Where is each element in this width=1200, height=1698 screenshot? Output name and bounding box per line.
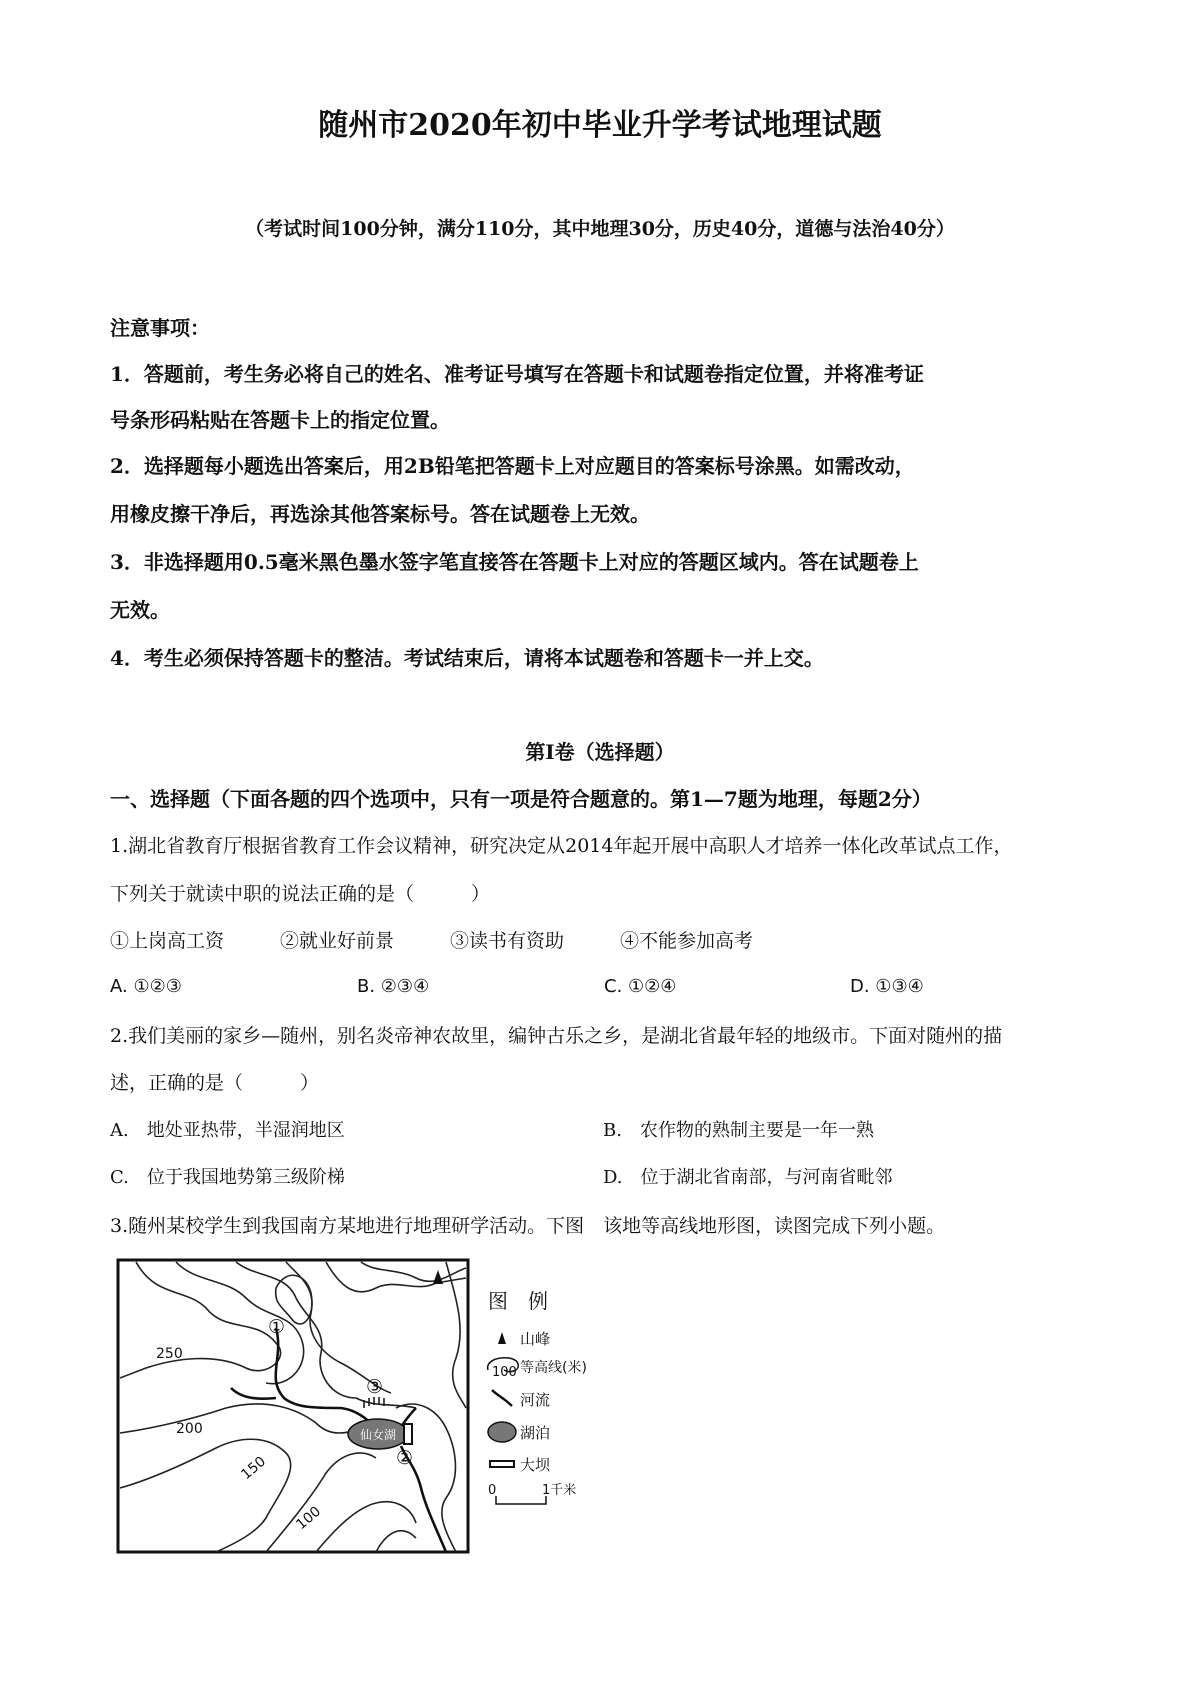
map-frame [118,1260,468,1552]
question-3-line-1: 3.随州某校学生到我国南方某地进行地理研学活动。下图 该地等高线地形图，读图完成下列小题。 [110,1215,946,1237]
question-1-statement: ③读书有资助 [450,930,565,952]
exam-subtitle: （考试时间100分钟，满分110分，其中地理30分，历史40分，道德与法治40分） [245,218,955,240]
legend-contour-label: 等高线(米) [520,1360,586,1376]
question-2-option-c: C. 位于我国地势第三级阶梯 [110,1167,345,1188]
question-2-option-b: B. 农作物的熟制主要是一年一熟 [603,1120,874,1141]
legend-contour-sample: 100 [492,1365,517,1380]
legend-dam-label: 大坝 [520,1456,551,1474]
contour-label: 250 [156,1346,183,1362]
lake-name: 仙女湖 [359,1428,397,1442]
exam-title: 随州市2020年初中毕业升学考试地理试题 [318,108,882,143]
map-legend [488,1289,586,1504]
marker-2: ② [396,1447,414,1469]
volume-heading: 第Ⅰ卷（选择题） [525,740,675,764]
question-1-statement: ②就业好前景 [280,930,395,952]
legend-scale-bar [496,1496,546,1504]
legend-peak-label: 山峰 [520,1330,551,1348]
notice-item-1-line-1: 1．答题前，考生务必将自己的姓名、准考证号填写在答题卡和试题卷指定位置，并将准考证 [110,362,924,386]
contour-label: 200 [176,1421,203,1437]
question-2-line-2: 述，正确的是（ ） [110,1072,320,1094]
legend-scale-label: 1千米 [542,1483,577,1498]
notice-item-2-line-2: 用橡皮擦干净后，再选涂其他答案标号。答在试题卷上无效。 [110,502,650,526]
question-1-line-2: 下列关于就读中职的说法正确的是（ ） [110,883,491,905]
contour-map [116,1258,586,1560]
notice-item-3-line-2: 无效。 [110,598,170,622]
legend-lake-label: 湖泊 [520,1424,551,1442]
notice-item-4: 4．考生必须保持答题卡的整洁。考试结束后，请将本试题卷和答题卡一并上交。 [110,646,824,670]
notice-item-1-line-2: 号条形码粘贴在答题卡上的指定位置。 [110,408,450,432]
legend-dam-icon [490,1461,514,1467]
notice-item-3-line-1: 3．非选择题用0.5毫米黑色墨水签字笔直接答在答题卡上对应的答题区域内。答在试题卷上 [110,550,919,574]
legend-river-icon [492,1390,512,1406]
legend-peak-icon [498,1332,506,1344]
legend-title: 图 例 [488,1289,548,1313]
legend-river-label: 河流 [520,1391,551,1409]
contour-label: 150 [238,1453,270,1484]
notice-item-2-line-1: 2．选择题每小题选出答案后，用2B铅笔把答题卡上对应题目的答案标号涂黑。如需改动， [110,454,915,478]
dam-symbol [404,1424,412,1444]
legend-scale-zero: 0 [488,1483,497,1498]
question-1-option-d: D. ①③④ [850,976,924,997]
question-2-option-a: A. 地处亚热带，半湿润地区 [110,1120,345,1141]
question-1-line-1: 1.湖北省教育厅根据省教育工作会议精神，研究决定从2014年起开展中高职人才培养一体化改革试点工作， [110,835,1013,857]
question-2-option-d: D. 位于湖北省南部，与河南省毗邻 [603,1167,893,1188]
question-1-option-a: A. ①②③ [110,976,182,997]
marker-3: ③ [366,1376,384,1398]
question-1-option-c: C. ①②④ [604,976,677,997]
legend-lake-icon [488,1422,516,1442]
question-1-statement: ①上岗高工资 [110,930,225,952]
question-1-option-b: B. ②③④ [357,976,430,997]
contour-label: 100 [293,1503,325,1534]
notice-heading: 注意事项： [110,316,210,340]
contour-map-figure [116,1258,586,1560]
question-2-line-1: 2.我们美丽的家乡—随州，别名炎帝神农故里，编钟古乐之乡，是湖北省最年轻的地级市。下面对随州的描 [110,1025,1003,1047]
marker-1: ① [268,1316,286,1338]
section-heading: 一、选择题（下面各题的四个选项中，只有一项是符合题意的。第1—7题为地理，每题2分） [110,787,932,811]
question-1-statement: ④不能参加高考 [620,930,754,952]
